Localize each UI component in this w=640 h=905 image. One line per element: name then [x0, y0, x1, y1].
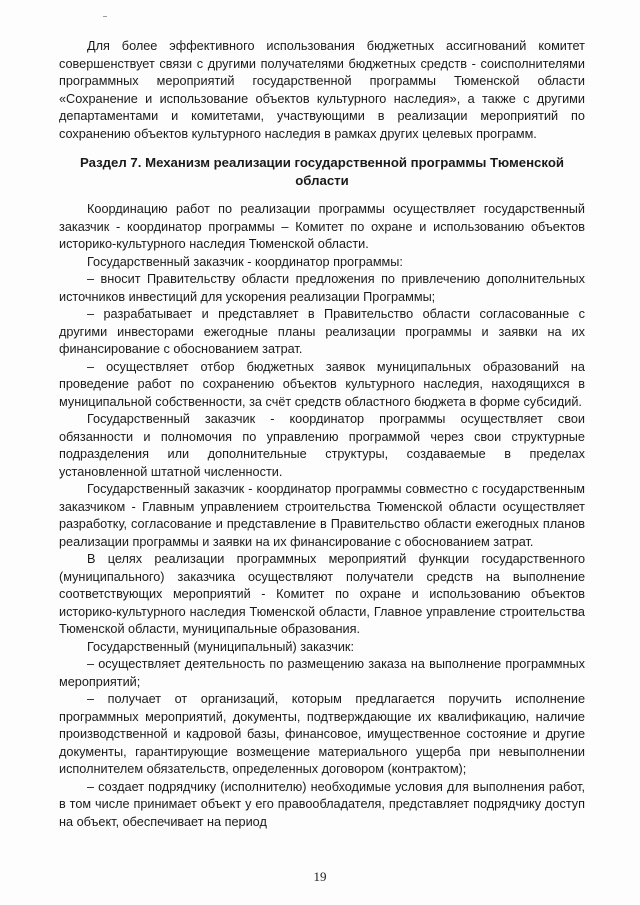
paragraph-joint-work: Государственный заказчик - координатор программы совместно с государственным заказчиком - Главным управлением строительства Тюменской области осуществляет разработку, согласование и представление в Правительство области ежегодных планов реализации программы и заявки на их финансирование с обоснованием затрат.	[59, 482, 585, 549]
paragraph-coordination: Координацию работ по реализации программы осуществляет государственный заказчик - координатор программы – Комитет по охране и использованию объектов историко-культурного наследия Тюменской области.	[59, 202, 585, 251]
list-item-selection: – осуществляет отбор бюджетных заявок муниципальных образований на проведение работ по сохранению объектов культурного наследия, находящихся в муниципальной собственности, за счёт средств областного бюджета в форме субсидий.	[59, 359, 585, 409]
list-item-proposals: – вносит Правительству области предложения по привлечению дополнительных источников инвестиций для ускорения реализации Программы;	[59, 272, 585, 304]
paragraph-duties: Государственный заказчик - координатор программы осуществляет свои обязанности и полномочия по управлению программой через свои структурные подразделения или дополнительные структуры, создаваемые в пределах установленной штатной численности.	[59, 412, 585, 479]
scan-mark	[103, 16, 107, 17]
section-heading: Раздел 7. Механизм реализации государственной программы Тюменской области	[80, 155, 564, 188]
list-item-ordering: – осуществляет деятельность по размещению заказа на выполнение программных мероприятий;	[59, 657, 585, 689]
list-item-conditions: – создает подрядчику (исполнителю) необходимые условия для выполнения работ, в том числе принимает объект у его правообладателя, представляет подрядчику доступ на объект, обеспечивает на период	[59, 779, 585, 829]
paragraph-intro: Для более эффективного использования бюджетных ассигнований комитет совершенствует связи с другими получателями бюджетных средств - соисполнителями программных мероприятий государственной программы Тюменской области «Сохранение и использование объектов культурного наследия», а также с другими департаментами и комитетами, участвующими в реализации мероприятий по сохранению объектов культурного наследия в рамках других целевых программ.	[59, 39, 585, 141]
list-item-documents: – получает от организаций, которым предлагается поручить исполнение программных мероприятий, документы, подтверждающие их квалификацию, наличие производственной и кадровой базы, финансовое, имущественное состояние и другие документы, гарантирующие возмещение материального ущерба при невыполнении исполнителем обязательств, определенных договором (контрактом);	[59, 692, 585, 776]
paragraph-municipal-customer-title: Государственный (муниципальный) заказчик:	[87, 639, 354, 654]
list-item-plans: – разрабатывает и представляет в Правительство области согласованные с другими инвесторами ежегодные планы реализации программы и заявки на их финансирование с обоснованием затрат.	[59, 307, 585, 356]
paragraph-functions: В целях реализации программных мероприятий функции государственного (муниципального) заказчика осуществляют получатели средств на выполнение соответствующих мероприятий - Комитет по охране и использованию объектов историко-культурного наследия Тюменской области, Главное управление строительства Тюменской области, муниципальные образования.	[59, 552, 585, 636]
paragraph-customer-title: Государственный заказчик - координатор программы:	[87, 254, 403, 269]
page-number: 19	[313, 869, 327, 884]
document-body	[59, 38, 585, 831]
